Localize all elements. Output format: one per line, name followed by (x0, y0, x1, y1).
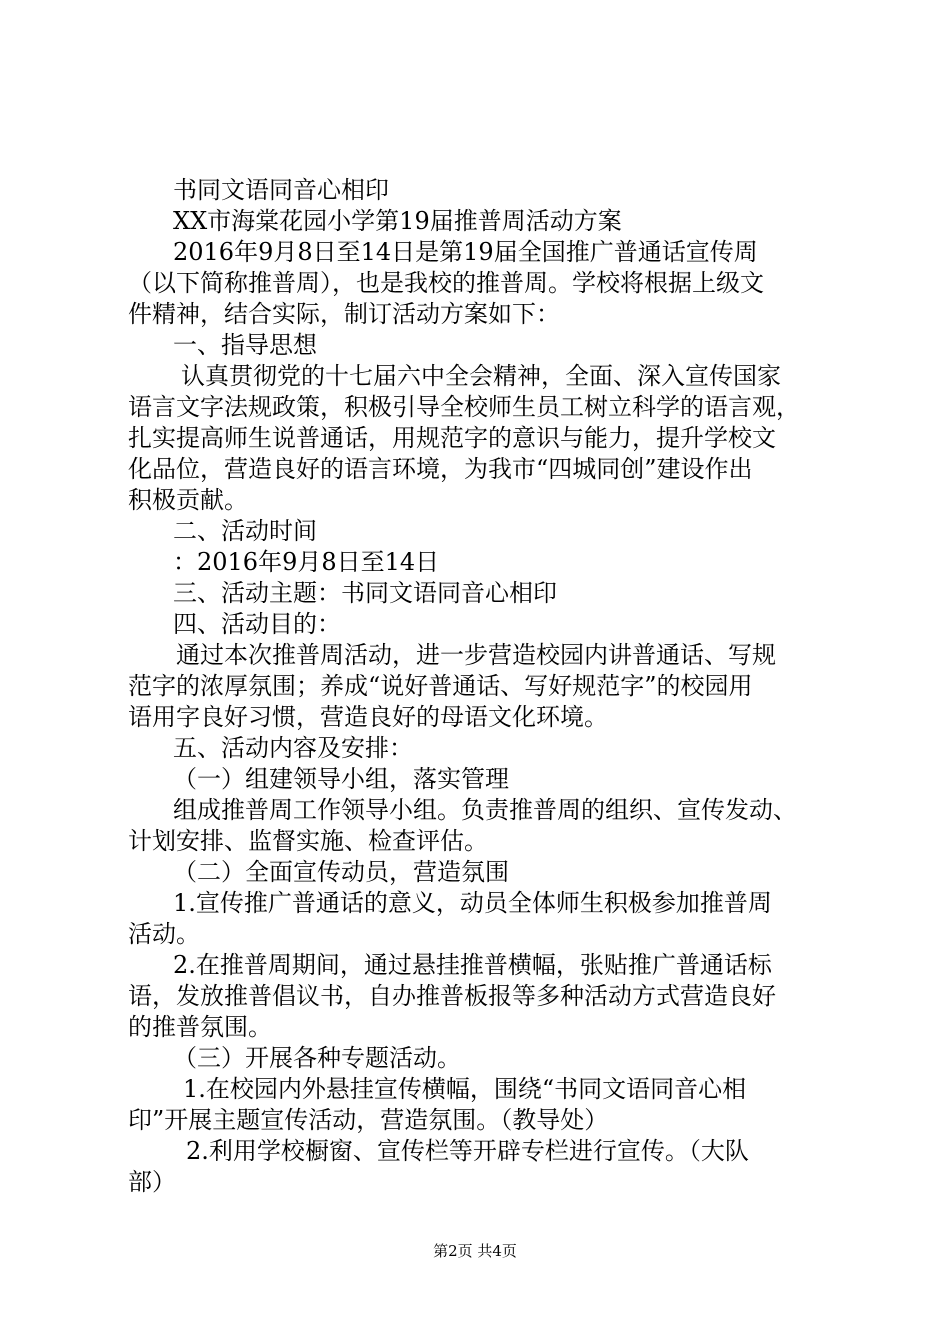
paragraph-line: 认真贯彻党的十七届六中全会精神，全面、深入宣传国家 (181, 362, 781, 390)
subsection-heading: （一）组建领导小组，落实管理 (173, 765, 509, 793)
paragraph-line: 范字的浓厚氛围；养成“说好普通话、写好规范字”的校园用 (128, 672, 753, 700)
paragraph-line: 通过本次推普周活动，进一步营造校园内讲普通话、写规 (176, 641, 776, 669)
list-item-continuation: 语，发放推普倡议书，自办推普板报等多种活动方式营造良好 (128, 982, 776, 1010)
paragraph-line: 积极贡献。 (128, 486, 248, 514)
paragraph-line: 组成推普周工作领导小组。负责推普周的组织、宣传发动、 (173, 796, 797, 824)
list-item-continuation: 活动。 (128, 920, 200, 948)
list-item-continuation: 的推普氛围。 (128, 1013, 272, 1041)
paragraph-line: 2016年9月8日至14日是第19届全国推广普通话宣传周 (173, 238, 758, 266)
paragraph-line: （以下简称推普周），也是我校的推普周。学校将根据上级文 (128, 269, 764, 297)
doc-title: 书同文语同音心相印 (173, 176, 389, 204)
section-heading: 四、活动目的： (173, 610, 341, 638)
list-item: 2.在推普周期间，通过悬挂推普横幅，张贴推广普通话标 (173, 951, 772, 979)
list-item: 2.利用学校橱窗、宣传栏等开辟专栏进行宣传。（大队 (186, 1137, 749, 1165)
doc-subtitle: XX市海棠花园小学第19届推普周活动方案 (173, 207, 622, 235)
subsection-heading: （三）开展各种专题活动。 (173, 1044, 461, 1072)
paragraph-line: ：2016年9月8日至14日 (173, 548, 440, 576)
section-heading: 三、活动主题：书同文语同音心相印 (173, 579, 557, 607)
subsection-heading: （二）全面宣传动员，营造氛围 (173, 858, 509, 886)
paragraph-line: 化品位，营造良好的语言环境，为我市“四城同创”建设作出 (128, 455, 753, 483)
paragraph-line: 计划安排、监督实施、检查评估。 (128, 827, 488, 855)
paragraph-line: 语言文字法规政策，积极引导全校师生员工树立科学的语言观， (128, 393, 800, 421)
paragraph-line: 语用字良好习惯，营造良好的母语文化环境。 (128, 703, 608, 731)
list-item: 1.在校园内外悬挂宣传横幅，围绕“书同文语同音心相 (183, 1075, 747, 1103)
page-footer: 第2页 共4页 (433, 1242, 517, 1260)
paragraph-line: 扎实提高师生说普通话，用规范字的意识与能力，提升学校文 (128, 424, 776, 452)
paragraph-line: 件精神，结合实际，制订活动方案如下： (128, 300, 560, 328)
section-heading: 一、指导思想 (173, 331, 317, 359)
list-item-continuation: 印”开展主题宣传活动，营造氛围。（教导处） (128, 1106, 609, 1134)
section-heading: 五、活动内容及安排： (173, 734, 413, 762)
list-item-continuation: 部） (128, 1168, 176, 1196)
list-item: 1.宣传推广普通话的意义，动员全体师生积极参加推普周 (173, 889, 772, 917)
section-heading: 二、活动时间 (173, 517, 317, 545)
